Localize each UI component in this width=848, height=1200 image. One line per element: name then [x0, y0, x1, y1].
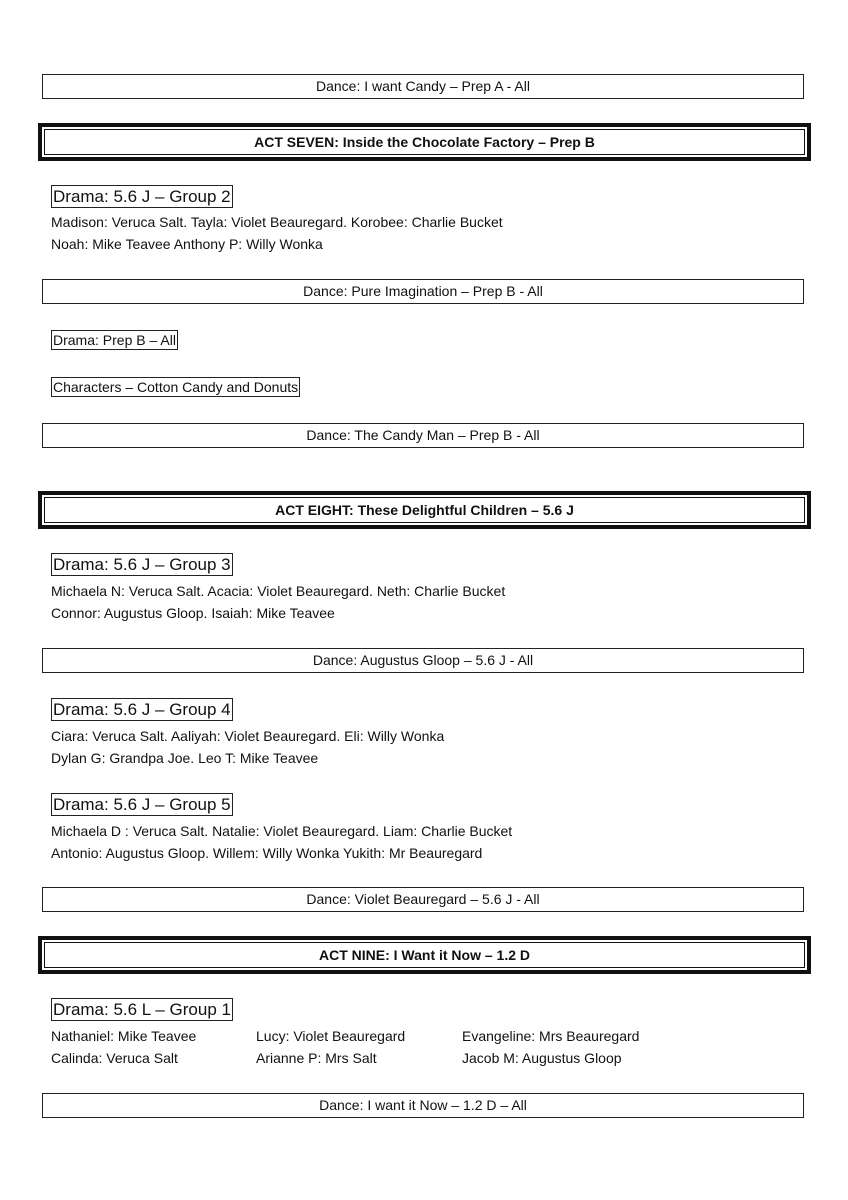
cast-cell: Evangeline: Mrs Beauregard — [462, 1028, 640, 1044]
drama-5-6-j-group-2-title: Drama: 5.6 J – Group 2 — [53, 187, 231, 206]
dance-i-want-it-now: Dance: I want it Now – 1.2 D – All — [42, 1093, 804, 1118]
dance-the-candy-man: Dance: The Candy Man – Prep B - All — [42, 423, 804, 448]
act-seven-title: ACT SEVEN: Inside the Chocolate Factory – Prep B — [44, 129, 805, 155]
dance-pure-imagination: Dance: Pure Imagination – Prep B - All — [42, 279, 804, 304]
act-nine-title: ACT NINE: I Want it Now – 1.2 D — [44, 942, 805, 968]
cast-cell: Jacob M: Augustus Gloop — [462, 1050, 622, 1066]
cast-cell: Calinda: Veruca Salt — [51, 1050, 178, 1066]
act-seven-header — [38, 123, 811, 161]
cast-line: Noah: Mike Teavee Anthony P: Willy Wonka — [51, 236, 323, 252]
drama-5-6-l-group-1-title: Drama: 5.6 L – Group 1 — [53, 1000, 231, 1019]
characters-cotton-candy: Characters – Cotton Candy and Donuts — [53, 379, 299, 395]
cast-line: Connor: Augustus Gloop. Isaiah: Mike Teavee — [51, 605, 335, 621]
cast-cell: Lucy: Violet Beauregard — [256, 1028, 406, 1044]
drama-5-6-j-group-4-title: Drama: 5.6 J – Group 4 — [53, 700, 231, 719]
cast-line: Ciara: Veruca Salt. Aaliyah: Violet Beauregard. Eli: Willy Wonka — [51, 728, 445, 744]
act-eight-header — [38, 491, 811, 529]
act-eight-title: ACT EIGHT: These Delightful Children – 5.6 J — [44, 497, 805, 523]
act-nine-header — [38, 936, 811, 974]
cast-line: Michaela N: Veruca Salt. Acacia: Violet Beauregard. Neth: Charlie Bucket — [51, 583, 506, 599]
dance-augustus-gloop: Dance: Augustus Gloop – 5.6 J - All — [42, 648, 804, 673]
dance-i-want-candy: Dance: I want Candy – Prep A - All — [42, 74, 804, 99]
drama-5-6-j-group-3-title: Drama: 5.6 J – Group 3 — [53, 555, 231, 574]
cast-line: Dylan G: Grandpa Joe. Leo T: Mike Teavee — [51, 750, 319, 766]
drama-5-6-j-group-5-title: Drama: 5.6 J – Group 5 — [53, 795, 231, 814]
cast-cell: Nathaniel: Mike Teavee — [51, 1028, 197, 1044]
cast-cell: Arianne P: Mrs Salt — [256, 1050, 377, 1066]
cast-line: Madison: Veruca Salt. Tayla: Violet Beauregard. Korobee: Charlie Bucket — [51, 214, 503, 230]
drama-prep-b-all: Drama: Prep B – All — [53, 332, 176, 348]
cast-line: Antonio: Augustus Gloop. Willem: Willy Wonka Yukith: Mr Beauregard — [51, 845, 483, 861]
dance-violet-beauregard: Dance: Violet Beauregard – 5.6 J - All — [42, 887, 804, 912]
cast-line: Michaela D : Veruca Salt. Natalie: Violet Beauregard. Liam: Charlie Bucket — [51, 823, 513, 839]
